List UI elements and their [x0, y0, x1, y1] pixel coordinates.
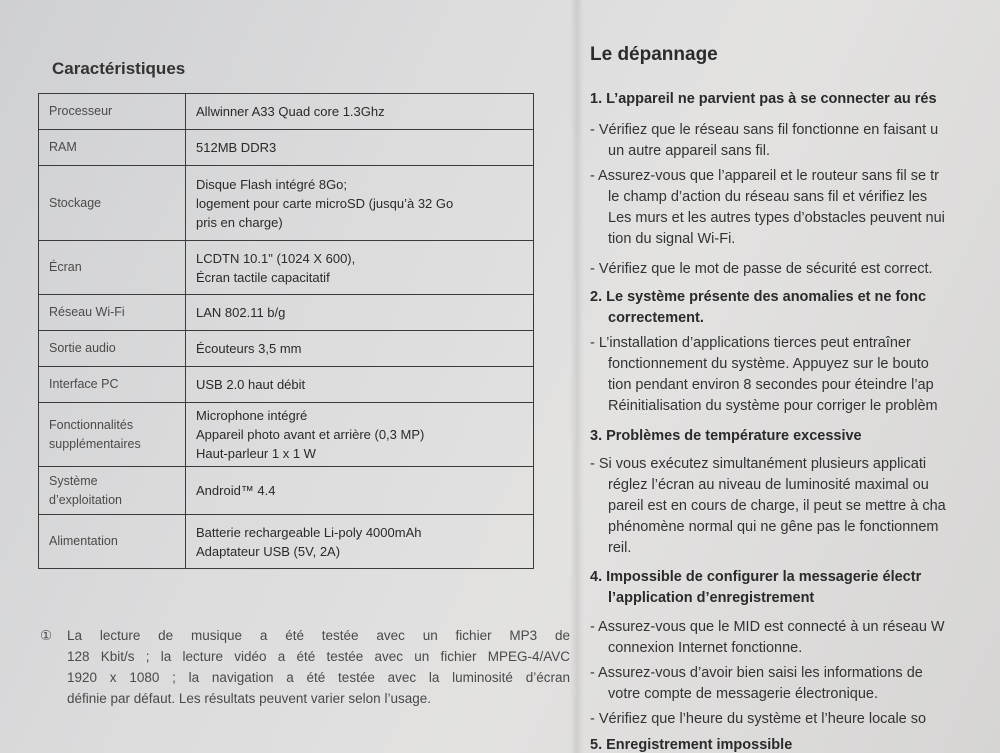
- troubleshooting-text-line: réglez l’écran au niveau de luminosité maximal ou: [608, 477, 929, 493]
- spec-value: [186, 94, 534, 130]
- troubleshooting-text-line: - Vérifiez que l’heure du système et l’heure locale so: [590, 711, 927, 727]
- troubleshooting-heading-line: l’application d’enregistrement: [608, 590, 815, 606]
- troubleshooting-text-line: tion du signal Wi-Fi.: [608, 231, 736, 247]
- spec-value-line: Android™ 4.4: [196, 483, 276, 498]
- troubleshooting-text-line: phénomène normal qui ne gêne pas le fonctionnem: [608, 519, 939, 535]
- spec-value: [186, 130, 534, 166]
- troubleshooting-text-line: - L’installation d’applications tierces peut entraîner: [590, 335, 911, 351]
- spec-label: [39, 367, 186, 403]
- spec-label-line: Sortie audio: [49, 341, 116, 355]
- troubleshooting-title: Le dépannage: [590, 44, 718, 65]
- spec-value: [186, 515, 534, 569]
- spec-value: [186, 241, 534, 295]
- spec-label-line: Système: [49, 473, 98, 488]
- spec-label: [39, 241, 186, 295]
- spec-label: [39, 467, 186, 515]
- spec-value-line: Appareil photo avant et arrière (0,3 MP): [196, 427, 425, 442]
- troubleshooting-heading-line: 3. Problèmes de température excessive: [590, 428, 862, 444]
- spec-label-line: Interface PC: [49, 377, 119, 391]
- troubleshooting-heading-line: 2. Le système présente des anomalies et ne fonc: [590, 289, 927, 305]
- spec-value: [186, 367, 534, 403]
- spec-row: [39, 130, 534, 166]
- spec-label: [39, 295, 186, 331]
- spec-value: [186, 166, 534, 241]
- troubleshooting-text-line: - Si vous exécutez simultanément plusieurs applicati: [590, 456, 927, 472]
- spec-row: [39, 94, 534, 130]
- spec-label-line: Alimentation: [49, 534, 118, 548]
- spec-label-line: Stockage: [49, 195, 102, 210]
- spec-label: [39, 331, 186, 367]
- spec-row: [39, 331, 534, 367]
- troubleshooting-heading-line: correctement.: [608, 310, 704, 326]
- troubleshooting-text-line: Réinitialisation du système pour corriger le problèm: [608, 398, 938, 414]
- spec-label-line: d’exploitation: [49, 492, 122, 507]
- spec-value: [186, 467, 534, 515]
- spec-label: [39, 94, 186, 130]
- spec-value-line: LCDTN 10.1" (1024 X 600),: [196, 250, 356, 266]
- footnote-line: définie par défaut. Les résultats peuvent varier selon l’usage.: [67, 691, 431, 706]
- troubleshooting-text-line: un autre appareil sans fil.: [608, 143, 771, 159]
- spec-label-line: supplémentaires: [49, 436, 141, 451]
- troubleshooting-text-line: pareil est en cours de charge, il peut se mettre à cha: [608, 498, 946, 514]
- troubleshooting-text-line: - Assurez-vous d’avoir bien saisi les informations de: [590, 665, 923, 681]
- footnote-line: La lecture de musique a été testée avec un fichier MP3 de: [67, 628, 570, 643]
- troubleshooting-text-line: reil.: [608, 540, 632, 556]
- troubleshooting-text-line: - Assurez-vous que l’appareil et le routeur sans fil se tr: [590, 168, 939, 184]
- troubleshooting-text-line: - Vérifiez que le mot de passe de sécurité est correct.: [590, 261, 933, 277]
- spec-row: [39, 467, 534, 515]
- spec-label-line: Processeur: [49, 104, 113, 118]
- spec-row: [39, 367, 534, 403]
- spec-value: [186, 295, 534, 331]
- spec-value-line: logement pour carte microSD (jusqu’à 32 Go: [196, 195, 454, 211]
- troubleshooting-heading-line: 5. Enregistrement impossible: [590, 737, 793, 753]
- footnote-line: 128 Kbit/s ; la lecture vidéo a été testée avec un fichier MPEG-4/AVC: [67, 649, 570, 664]
- troubleshooting-text-line: - Vérifiez que le réseau sans fil fonctionne en faisant u: [590, 122, 939, 138]
- spec-value: [186, 403, 534, 467]
- troubleshooting-text-line: tion pendant environ 8 secondes pour éteindre l’ap: [608, 377, 934, 393]
- footnote: [40, 625, 570, 709]
- troubleshooting-text-line: fonctionnement du système. Appuyez sur le bouto: [608, 356, 929, 372]
- spec-value-line: Microphone intégré: [196, 408, 308, 423]
- troubleshooting-heading-line: 1. L’appareil ne parvient pas à se connecter au rés: [590, 91, 937, 107]
- troubleshooting-text-line: le champ d’action du réseau sans fil et vérifiez les: [608, 189, 928, 205]
- troubleshooting-text-line: - Assurez-vous que le MID est connecté à un réseau W: [590, 619, 945, 635]
- right-page: [578, 0, 1000, 753]
- troubleshooting-text-line: connexion Internet fonctionne.: [608, 640, 803, 656]
- spec-label: [39, 515, 186, 569]
- spec-value: [186, 331, 534, 367]
- spec-row: [39, 166, 534, 241]
- spec-row: [39, 515, 534, 569]
- spec-label: [39, 130, 186, 166]
- spec-value-line: Écran tactile capacitatif: [196, 269, 330, 285]
- footnote-marker: ①: [40, 628, 53, 643]
- spec-row: [39, 241, 534, 295]
- spec-value-line: 512MB DDR3: [196, 140, 277, 155]
- spec-label-line: Réseau Wi-Fi: [49, 305, 125, 319]
- specs-table: [38, 93, 534, 569]
- troubleshooting-text-line: Les murs et les autres types d’obstacles peuvent nui: [608, 210, 945, 226]
- spec-label-line: Fonctionnalités: [49, 417, 134, 432]
- spec-value-line: Allwinner A33 Quad core 1.3Ghz: [196, 104, 385, 119]
- spec-value-line: USB 2.0 haut débit: [196, 377, 306, 392]
- spec-value-line: Adaptateur USB (5V, 2A): [196, 543, 341, 559]
- footnote-line: 1920 x 1080 ; la navigation a été testée avec la luminosité d’écran: [67, 670, 570, 685]
- spec-row: [39, 403, 534, 467]
- spec-label: [39, 166, 186, 241]
- spec-value-line: Batterie rechargeable Li-poly 4000mAh: [196, 524, 422, 540]
- troubleshooting-text-line: votre compte de messagerie électronique.: [608, 686, 879, 702]
- spec-label-line: RAM: [49, 140, 77, 154]
- spec-value-line: pris en charge): [196, 214, 283, 230]
- troubleshooting-heading-line: 4. Impossible de configurer la messagerie électr: [590, 569, 922, 585]
- section-title: Caractéristiques: [52, 59, 186, 78]
- spec-label: [39, 403, 186, 467]
- spec-row: [39, 295, 534, 331]
- spec-value-line: Haut-parleur 1 x 1 W: [196, 446, 316, 461]
- spec-value-line: Écouteurs 3,5 mm: [196, 341, 302, 356]
- spec-value-line: Disque Flash intégré 8Go;: [196, 176, 348, 192]
- spec-label-line: Écran: [49, 260, 82, 274]
- footnote-text: [67, 625, 570, 709]
- spec-value-line: LAN 802.11 b/g: [196, 305, 286, 320]
